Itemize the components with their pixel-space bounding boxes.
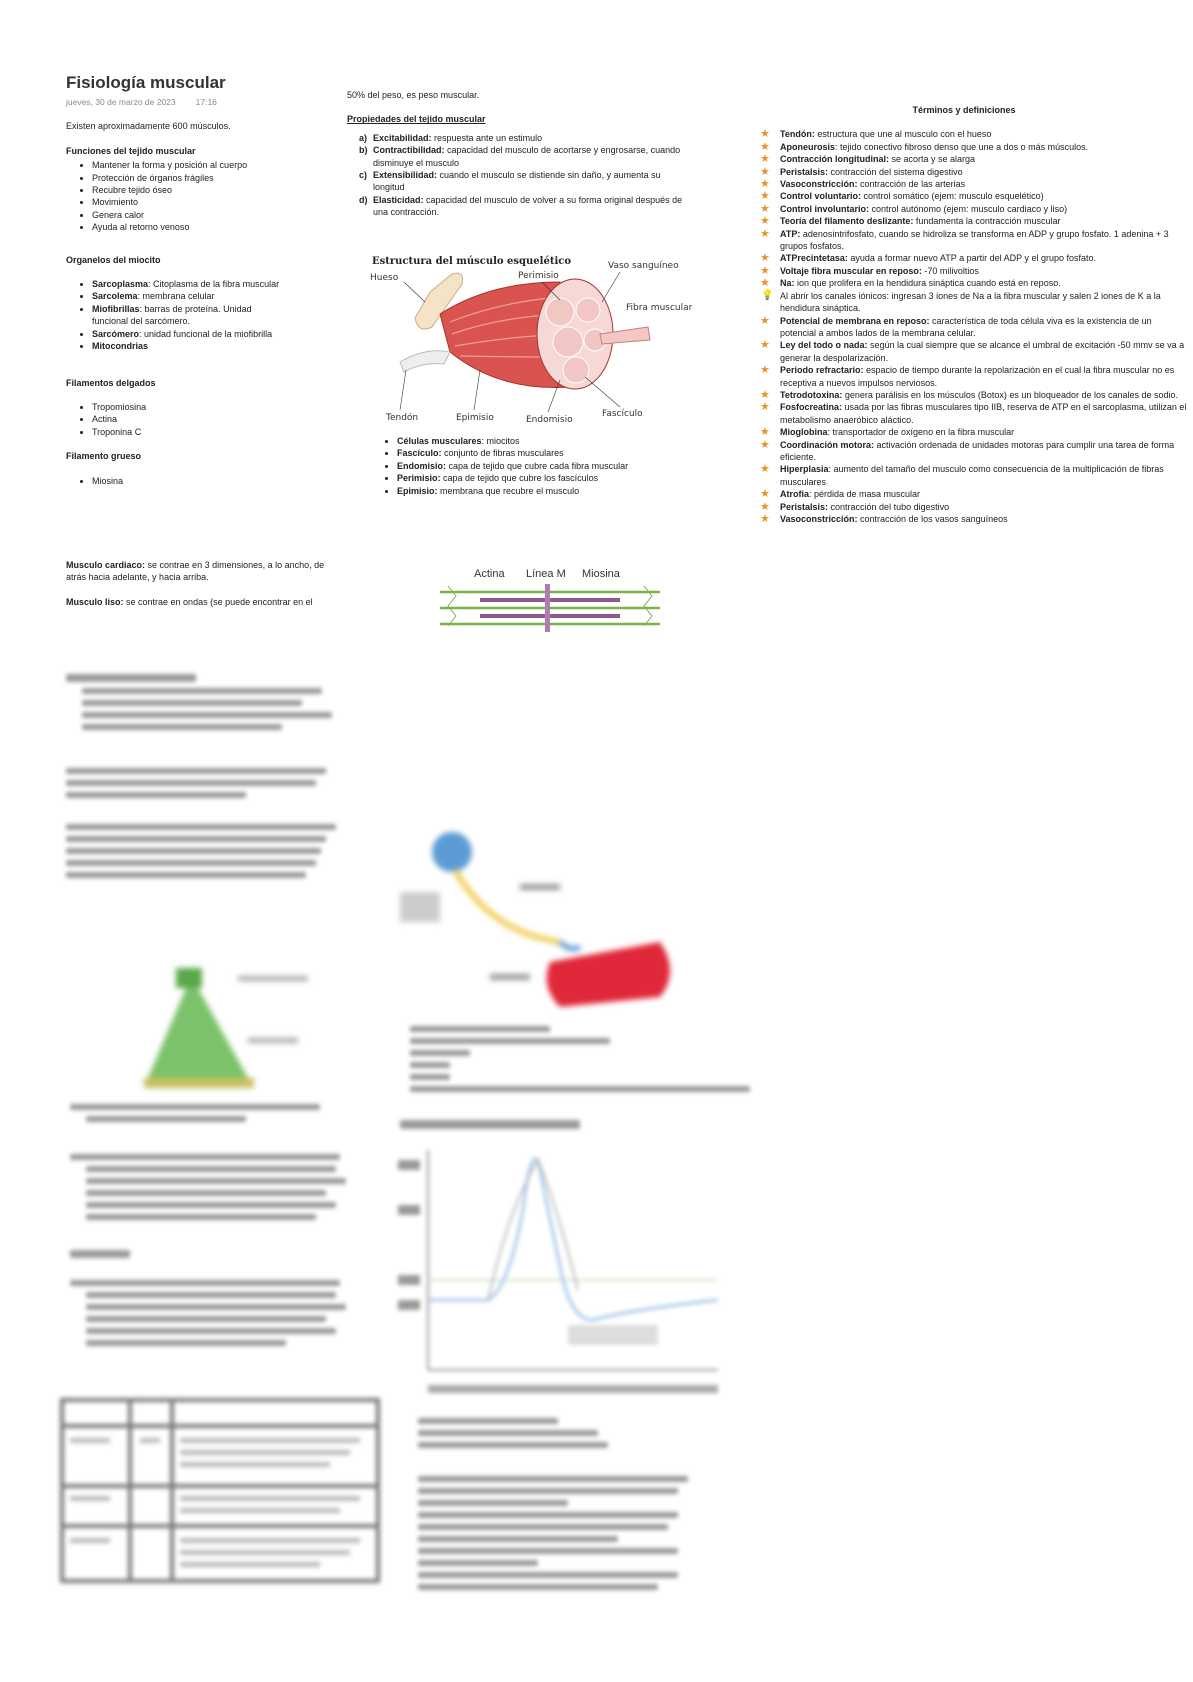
definition: contracción del sistema digestivo xyxy=(828,166,963,177)
star-icon: ★ xyxy=(760,227,770,240)
label-fasciculo: Fascículo xyxy=(602,409,643,419)
star-icon: ★ xyxy=(760,513,770,525)
intro-text: 50% del peso, es peso muscular. xyxy=(347,90,480,100)
label-endomisio: Endomisio xyxy=(526,415,573,425)
term: Peristalsis: xyxy=(780,501,829,512)
term-item xyxy=(760,265,1188,277)
sarcomere-diagram xyxy=(440,566,660,636)
definition: : Citoplasma de la fibra muscular xyxy=(148,279,280,290)
label-fibra: Fibra muscular xyxy=(626,303,693,313)
term-item xyxy=(760,252,1188,264)
definition: capa de tejido que cubre los fascículos xyxy=(440,473,599,484)
definition: según la cual siempre que se alcance el umbral de excitación -50 mmv se va a generar la despolarización. xyxy=(780,340,1185,363)
page-title: Fisiología muscular xyxy=(66,73,226,92)
list-item: • Recubre tejido óseo xyxy=(92,184,356,196)
term: Na: xyxy=(780,278,795,289)
term: Control voluntario: xyxy=(780,191,861,202)
term-item xyxy=(760,315,1188,340)
label-perimisio: Perimisio xyxy=(518,271,559,281)
list-item: • Miosina xyxy=(92,475,356,487)
definition: control somático (ejem: musculo esquelético) xyxy=(861,191,1044,202)
blurred-list-right xyxy=(410,1020,760,1135)
star-icon: ★ xyxy=(760,128,770,141)
list-item xyxy=(397,460,707,472)
definition: contracción de las arterias xyxy=(857,179,966,190)
term-item xyxy=(760,389,1188,401)
term: Aponeurosis xyxy=(780,141,836,152)
term: Sarcolema xyxy=(92,291,138,302)
term-item xyxy=(760,215,1188,227)
term: Tendón: xyxy=(780,129,815,140)
term-item xyxy=(760,277,1188,289)
list-item xyxy=(92,278,282,290)
term: Fosfocreatina: xyxy=(780,402,843,413)
star-icon: ★ xyxy=(760,438,770,451)
grueso-heading: Filamento grueso xyxy=(66,451,142,462)
definition: se acorta y se alarga xyxy=(889,154,976,165)
term: Potencial de membrana en reposo: xyxy=(780,315,930,326)
term-item xyxy=(760,401,1188,426)
definition: se contrae en ondas (se puede encontrar en el xyxy=(123,596,313,607)
definition: -70 milivoltios xyxy=(921,265,979,276)
blurred-notes-left xyxy=(66,668,336,884)
star-icon: ★ xyxy=(760,264,770,277)
label-actina: Actina xyxy=(474,568,505,580)
term-item xyxy=(760,153,1188,165)
term-item xyxy=(760,203,1188,215)
term-item xyxy=(760,141,1188,153)
definition: capacidad del musculo de acortarse y engrosarse, cuando disminuye el musculo xyxy=(373,145,681,168)
star-icon: ★ xyxy=(760,488,770,501)
label-hueso: Hueso xyxy=(370,273,399,283)
definition: se contrae en 3 dimensiones, a lo ancho, de atrás hacia adelante, y hacia arriba. xyxy=(66,559,325,583)
star-icon: ★ xyxy=(760,277,770,290)
label-vaso: Vaso sanguíneo xyxy=(608,261,679,271)
propiedades-heading: Propiedades del tejido muscular xyxy=(347,114,486,125)
star-icon: ★ xyxy=(760,202,770,215)
definition: fundamenta la contracción muscular xyxy=(913,216,1061,227)
term: Coordinación motora: xyxy=(780,439,874,450)
page-date-line xyxy=(66,96,356,108)
star-icon: ★ xyxy=(760,426,770,439)
organelos-heading: Organelos del miocito xyxy=(66,254,161,265)
term-item xyxy=(760,463,1188,488)
grueso-list xyxy=(66,475,356,487)
definition: cuando el musculo se distiende sin daño, y aumenta su longitud xyxy=(373,170,661,193)
term-item xyxy=(760,166,1188,178)
list-item xyxy=(397,472,707,484)
definition: ayuda a formar nuevo ATP a partir del ADP y el grupo fosfato. xyxy=(847,253,1097,264)
definition: control autónomo (ejem: musculo cardiaco y liso) xyxy=(869,203,1068,214)
definition: adenosintrifosfato, cuando se hidroliza se transforma en ADP y grupo fosfato. 1 adenina + 3 grupos fosfatos. xyxy=(780,228,1169,252)
list-item xyxy=(359,144,689,169)
definition: : membrana celular xyxy=(137,291,215,302)
star-icon: ★ xyxy=(760,401,770,414)
term: Fascículo: xyxy=(397,448,442,459)
list-item xyxy=(359,132,689,144)
term: Sarcoplasma xyxy=(92,279,149,290)
list-item xyxy=(397,485,707,497)
definition: estructura que une al musculo con el hueso xyxy=(814,129,992,140)
fascicle-circle xyxy=(553,327,583,357)
definition: contracción del tubo digestivo xyxy=(828,501,950,512)
sarcomere-figure xyxy=(440,566,660,636)
term-item xyxy=(760,488,1188,500)
list-item xyxy=(92,328,282,340)
delgados-list xyxy=(66,401,356,438)
blurred-table-graphic xyxy=(60,1398,380,1583)
middle-column xyxy=(347,89,687,219)
list-item: • Tropomiosina xyxy=(92,401,356,413)
star-icon: ★ xyxy=(760,500,770,513)
term: Hiperplasia xyxy=(780,464,829,475)
m-line-band xyxy=(545,584,550,632)
item-letter: c) xyxy=(359,170,368,181)
term-item xyxy=(760,290,1188,315)
leader-line xyxy=(474,370,480,410)
list-item xyxy=(359,169,689,194)
lightbulb-icon: 💡 xyxy=(761,289,774,301)
term: Contracción longitudinal: xyxy=(780,154,889,165)
term: ATPrecintetasa: xyxy=(780,253,848,264)
star-icon: ★ xyxy=(760,153,770,166)
term: Perimisio: xyxy=(397,473,441,484)
blurred-table xyxy=(60,1398,380,1583)
funciones-list xyxy=(66,159,356,233)
term-item xyxy=(760,364,1188,389)
blurred-action-potential-graph xyxy=(398,1150,728,1410)
term: Periodo refractario: xyxy=(780,365,864,376)
term-item xyxy=(760,426,1188,438)
term-item xyxy=(760,228,1188,253)
term: Endomisio: xyxy=(397,460,446,471)
definition: : aumento del tamaño del musculo como consecuencia de la multiplicación de fibras musculares xyxy=(780,464,1164,487)
star-icon: ★ xyxy=(760,364,770,377)
term: Epimisio: xyxy=(397,485,438,496)
blurred-diagram xyxy=(128,968,308,1093)
definition: : miocitos xyxy=(481,436,520,446)
term: Excitabilidad: xyxy=(373,132,432,143)
term: Vasoconstricción: xyxy=(780,514,858,524)
fascicle-circle xyxy=(546,298,574,326)
definition: : unidad funcional de la miofibrilla xyxy=(139,328,273,339)
blurred-neuron-figure xyxy=(400,822,690,1012)
definition: respuesta ante un estimulo xyxy=(431,132,543,143)
star-icon: ★ xyxy=(760,165,770,178)
delgados-heading: Filamentos delgados xyxy=(66,377,156,388)
term: Contractibilidad: xyxy=(373,145,445,156)
definition: conjunto de fibras musculares xyxy=(441,448,564,459)
term: Peristalsis: xyxy=(780,166,829,177)
list-item xyxy=(397,435,707,447)
term: Mioglobina xyxy=(780,427,828,438)
star-icon: ★ xyxy=(760,140,770,153)
label-linea-m: Línea M xyxy=(526,568,566,580)
star-icon: ★ xyxy=(760,339,770,352)
blurred-neuron-diagram xyxy=(400,822,690,1012)
definition: membrana que recubre el musculo xyxy=(437,485,580,496)
definition: : pérdida de masa muscular xyxy=(809,489,921,500)
star-icon: ★ xyxy=(760,388,770,401)
list-item xyxy=(92,340,282,352)
funciones-heading: Funciones del tejido muscular xyxy=(66,145,196,156)
term: Sarcómero xyxy=(92,328,140,339)
leader-line xyxy=(585,377,620,407)
list-item: • Protección de órganos frágiles xyxy=(92,172,356,184)
definition: usada por las fibras musculares tipo IIB, reserva de ATP en el sarcoplasma, utilizan el metabolismo anaeróbico aláctico. xyxy=(780,402,1187,425)
term: Extensibilidad: xyxy=(373,170,438,181)
definition: característica de toda célula viva es la existencia de un potencial a ambos lados de la membrana celular. xyxy=(780,315,1152,338)
list-item: • Troponina C xyxy=(92,426,356,438)
term: Miofibrillas xyxy=(92,303,140,314)
term-item xyxy=(760,190,1188,202)
cardiaco-paragraph xyxy=(66,559,331,584)
intro-text: Existen aproximadamente 600 músculos. xyxy=(66,121,231,132)
term-item xyxy=(760,501,1188,513)
liso-paragraph xyxy=(66,596,331,608)
term: Musculo liso: xyxy=(66,596,124,607)
term-item xyxy=(760,128,1188,140)
definition: activación ordenada de unidades motoras para cumplir una tarea de forma eficiente. xyxy=(780,439,1175,462)
blurred-graph xyxy=(398,1150,728,1410)
term: ATP: xyxy=(780,228,801,239)
list-item: • Actina xyxy=(92,413,356,425)
page-date: jueves, 30 de marzo de 2023 xyxy=(66,97,176,107)
page-time: 17:16 xyxy=(195,97,217,107)
term: Atrofia xyxy=(780,489,809,500)
estructura-list xyxy=(371,435,707,497)
fascicle-circle xyxy=(563,357,589,383)
blurred-notes-left-2 xyxy=(70,1098,360,1352)
label-miosina: Miosina xyxy=(582,568,620,580)
tendon-shape xyxy=(400,351,450,372)
list-item xyxy=(92,290,282,302)
list-item xyxy=(397,447,707,459)
list-item: • Genera calor xyxy=(92,209,356,221)
definition: contracción de los vasos sanguíneos xyxy=(857,514,1008,524)
star-icon: ★ xyxy=(760,215,770,228)
star-icon: ★ xyxy=(760,314,770,327)
fascicle-circle xyxy=(576,298,600,322)
leader-line xyxy=(404,282,425,302)
definition: Al abrir los canales iónicos: ingresan 3 iones de Na a la fibra muscular y salen 2 iones de K a la hendidura sináptica. xyxy=(780,290,1161,314)
term: Elasticidad: xyxy=(373,194,424,205)
muscle-structure-figure xyxy=(370,252,693,427)
term: Control involuntario: xyxy=(780,203,869,214)
term-item xyxy=(760,513,1188,525)
left-column xyxy=(66,72,356,608)
item-letter: d) xyxy=(359,194,368,205)
term: Ley del todo o nada: xyxy=(780,340,868,351)
term: Voltaje fibra muscular en reposo: xyxy=(780,265,922,276)
definition: capacidad del musculo de volver a su forma original después de una contracción. xyxy=(373,194,683,218)
blurred-list-bottom xyxy=(418,1412,718,1596)
term: Tetrodotoxina: xyxy=(780,389,843,400)
item-letter: b) xyxy=(359,145,368,156)
blurred-neuromuscular-figure xyxy=(128,968,308,1093)
definition: espacio de tiempo durante la repolarización en el cual la fibra muscular no es receptiva a nuevos impulsos nerviosos. xyxy=(780,365,1175,388)
item-letter: a) xyxy=(359,132,368,143)
star-icon: ★ xyxy=(760,463,770,476)
terms-title: Términos y definiciones xyxy=(912,105,1016,115)
term-item xyxy=(760,439,1188,464)
term: Células musculares xyxy=(397,436,482,446)
leader-line xyxy=(602,272,620,302)
definition: ion que prolifera en la hendidura sináptica cuando está en reposo. xyxy=(794,278,1061,289)
star-icon: ★ xyxy=(760,178,770,191)
organelos-list xyxy=(66,278,282,352)
terms-column xyxy=(760,104,1188,525)
definition: genera parálisis en los músculos (Botox) es un bloqueador de los canales de sodio. xyxy=(842,389,1179,400)
list-item xyxy=(92,303,282,328)
list-item xyxy=(359,194,689,219)
star-icon: ★ xyxy=(760,252,770,265)
term: Mitocondrias xyxy=(92,341,149,352)
star-icon: ★ xyxy=(760,190,770,203)
definition: : transportador de oxígeno en la fibra muscular xyxy=(827,427,1015,438)
propiedades-list xyxy=(347,132,689,219)
term: Vasoconstricción: xyxy=(780,179,858,190)
list-item: • Ayuda al retorno venoso xyxy=(92,221,356,233)
definition: capa de tejido que cubre cada fibra muscular xyxy=(446,460,629,471)
list-item: • Mantener la forma y posición al cuerpo xyxy=(92,159,356,171)
label-epimisio: Epimisio xyxy=(456,413,494,423)
term: Musculo cardiaco: xyxy=(66,559,146,570)
definition: : tejido conectivo fibroso denso que une a dos o más músculos. xyxy=(835,141,1089,152)
leader-line xyxy=(400,370,406,410)
muscle-structure-diagram xyxy=(370,252,693,427)
label-tendon: Tendón xyxy=(386,413,419,423)
term-item xyxy=(760,339,1188,364)
term: Teoría del filamento deslizante: xyxy=(780,216,914,227)
list-item: • Movimiento xyxy=(92,196,356,208)
figure-title: Estructura del músculo esquelético xyxy=(372,256,571,267)
definition: : barras de proteína. Unidad funcional del sarcómero. xyxy=(92,303,252,327)
term-item xyxy=(760,178,1188,190)
